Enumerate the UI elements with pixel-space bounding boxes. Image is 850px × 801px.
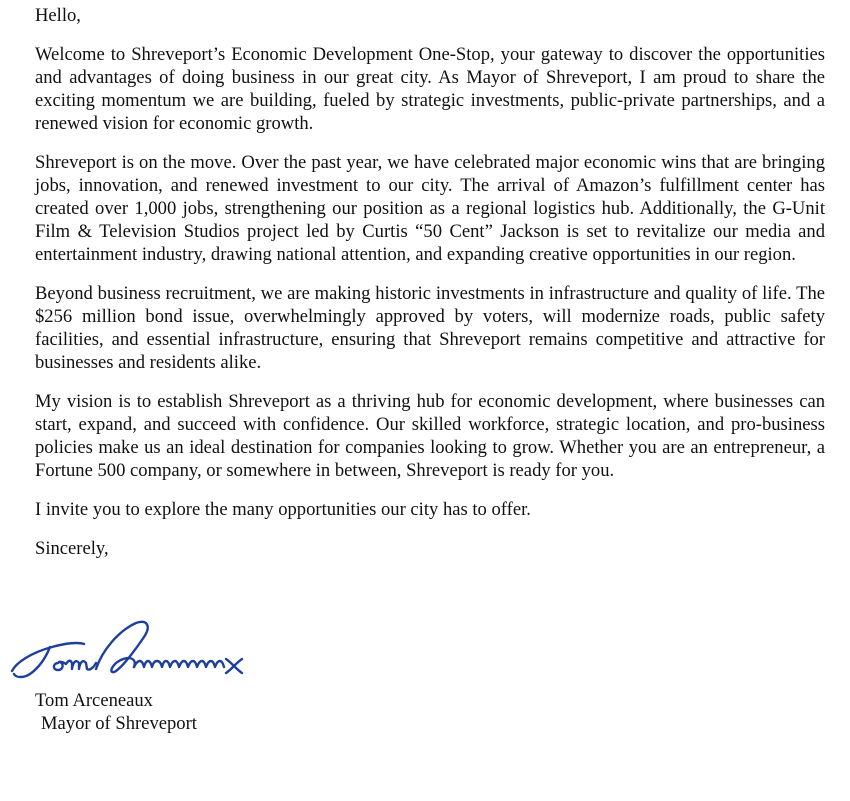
letter-body [35,4,825,560]
signer-title: Mayor of Shreveport [41,713,197,734]
greeting: Hello, [35,5,81,26]
signature-image [6,611,251,687]
paragraph-infrastructure: Beyond business recruitment, we are making historic investments in infrastructure and quality of life. The $256 million bond issue, overwhelmingly approved by voters, will modernize roads, public safety facilities, and essential infrastructure, ensuring that Shreveport remains competitive and attractive for businesses and residents alike. [35,283,825,373]
signature-strokes [12,622,242,677]
paragraph-economic-wins: Shreveport is on the move. Over the past year, we have celebrated major economic wins that are bringing jobs, innovation, and renewed investment to our city. The arrival of Amazon’s fulfillment center has created over 1,000 jobs, strengthening our position as a regional logistics hub. Additionally, the G-Unit Film & Television Studios project led by Curtis “50 Cent” Jackson is set to revitalize our media and entertainment industry, drawing national attention, and expanding creative opportunities in our region. [35,152,825,265]
paragraph-welcome: Welcome to Shreveport’s Economic Development One-Stop, your gateway to discover the opportunities and advantages of doing business in our great city. As Mayor of Shreveport, I am proud to share the exciting momentum we are building, fueled by strategic investments, public-private partnerships, and a renewed vision for economic growth. [35,44,825,134]
paragraph-vision: My vision is to establish Shreveport as a thriving hub for economic development, where businesses can start, expand, and succeed with confidence. Our skilled workforce, strategic location, and pro-business policies make us an ideal destination for companies looking to grow. Whether you are an entrepreneur, a Fortune 500 company, or somewhere in between, Shreveport is ready for you. [35,391,825,481]
closing: Sincerely, [35,538,109,559]
paragraph-invitation: I invite you to explore the many opportunities our city has to offer. [35,499,531,520]
signer-name: Tom Arceneaux [35,690,153,711]
